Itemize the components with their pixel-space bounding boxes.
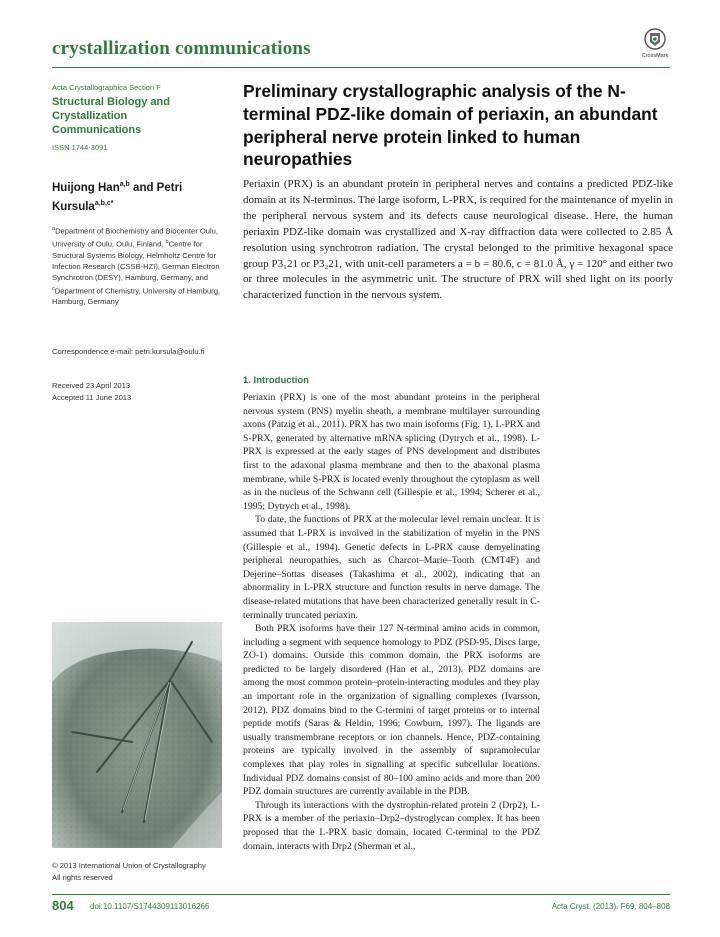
author-list xyxy=(52,177,212,215)
page-number: 804 xyxy=(52,898,74,913)
article-dates xyxy=(52,380,131,405)
footer-rule xyxy=(52,894,670,895)
rights-line: All rights reserved xyxy=(52,873,113,882)
acta-section-label: Acta Crystallographica Section F xyxy=(52,83,161,92)
crossmark-label: CrossMark xyxy=(641,53,669,59)
header-rule xyxy=(52,67,670,68)
affiliations xyxy=(52,224,227,308)
issn: ISSN 1744-3091 xyxy=(52,143,108,152)
journal-title: Structural Biology and Crystallization Communications xyxy=(52,96,170,136)
abstract: Periaxin (PRX) is an abundant protein in peripheral nerves and contains a predicted PDZ-like domain at its N-terminus. The large isoform, L-PRX, is required for the maintenance of myelin in the peripheral nervous system and its defects cause neurological disease. Here, the human periaxin PDZ-like domain was crystallized and X-ray diffraction data were collected to 2.85 Å resolution using synchrotron radiation. The crystal belonged to the primitive hexagonal space group P3₁21 or P3₂21, with unit-cell parameters a = b = 80.6, c = 81.0 Å, γ = 120° and either two or three molecules in the asymmetric unit. The structure of PRX will shed light on its poorly characterized function in the nervous system. xyxy=(243,178,673,302)
received-date: Received 23 April 2013 xyxy=(52,381,131,390)
affiliation-text: Centre for Structural Systems Biology, Helmholtz Centre for Infection Research (CSSB-HZI), German Electron Synchrotron (DESY), Hamburg, Germany, and xyxy=(52,239,220,283)
section-heading-introduction: 1. Introduction xyxy=(243,375,309,386)
affiliation-mark: b xyxy=(165,238,169,245)
paragraph: To date, the functions of PRX at the molecular level remain unclear. It is assumed that L-PRX is involved in the stabilization of myelin in the PNS (Gillespie et al., 1994). Genetic defects in L-PRX cause demyelinating peripheral neuropathies, such as Charcot–Marie–Tooth (CMT4F) and Dejerine–Sottas diseases (Takashima et al., 2002), indicating that an abnormality in L-PRX structure and function results in nerve damage. The disease-related mutations that have been characterized generally result in C-terminally truncated periaxin. xyxy=(243,514,540,621)
affiliation-text: Department of Biochemistry and Biocenter Oulu, University of Oulu, Oulu, Finland, xyxy=(52,226,218,249)
crystal-image xyxy=(52,622,222,848)
paragraph: Periaxin (PRX) is one of the most abundant proteins in the peripheral nervous system (PNS) myelin sheath, a membrane multilayer surrounding axons (Patzig et al., 2011). PRX has two main isoforms (Fig. 1), L-PRX and S-PRX, generated by alternative mRNA splicing (Dytrych et al., 1998). L-PRX is expressed at the early stages of PNS development and distributes first to the adaxonal plasma membrane and then to the abaxonal plasma membrane, while S-PRX is located evenly throughout the cytoplasm as well as in the nucleus of the Schwann cell (Gillespie et al., 1994; Scherer et al., 1995; Dytrych et al., 1998). xyxy=(243,392,540,512)
affiliation-text: Department of Chemistry, University of Hamburg, Hamburg, Germany xyxy=(52,286,221,307)
copyright-line: © 2013 International Union of Crystallography xyxy=(52,861,206,870)
author-name: Huijong Han xyxy=(52,181,120,194)
copyright-notice xyxy=(52,860,232,884)
author-affiliation-mark: a,b,c* xyxy=(94,199,114,207)
crossmark-icon xyxy=(644,28,666,52)
paragraph: Through its interactions with the dystrophin-related protein 2 (Drp2), L-PRX is a member of the periaxin–Drp2–dystroglycan complex. It has been proposed that the L-PRX basic domain, located C-terminal to the PDZ domain, interacts with Drp2 (Sherman et al., xyxy=(243,799,540,852)
author-name: and Petri Kursula xyxy=(52,181,183,213)
paragraph: Both PRX isoforms have their 127 N-terminal amino acids in common, including a segment with sequence homology to PDZ (PSD-95, Discs large, ZO-1) domains. Outside this common domain, the PRX isoforms are predicted to be largely disordered (Han et al., 2013). PDZ domains are among the most common protein–protein-interacting modules and they play an important role in the organization of signalling complexes (Ivarsson, 2012). PDZ domains bind to the C-termini of target proteins or to internal peptide motifs (Saras & Heldin, 1996; Cowburn, 1997). The ligands are usually transmembrane receptors or ion channels. Hence, PDZ-containing proteins are typically involved in the assembly of supramolecular complexes that play roles in signalling at specific subcellular locations. Individual PDZ domains consist of 80–100 amino acids and more than 200 PDZ domain structures are currently available in the PDB. xyxy=(243,623,540,798)
journal-section-header: crystallization communications xyxy=(52,38,311,59)
correspondence-email[interactable]: Correspondence e-mail: petri.kursula@oulu.fi xyxy=(52,347,205,356)
accepted-date: Accepted 11 June 2013 xyxy=(52,393,132,403)
crossmark-badge[interactable] xyxy=(641,28,669,59)
author-affiliation-mark: a,b xyxy=(119,181,130,188)
affiliation-mark: c xyxy=(52,285,55,292)
journal-citation: Acta Cryst. (2013). F69, 804–808 xyxy=(551,902,670,911)
article-title: Preliminary crystallographic analysis of the N-terminal PDZ-like domain of periaxin, an abundant peripheral nerve protein linked to human neuropathies xyxy=(243,81,658,170)
introduction-body xyxy=(243,391,540,853)
crystal-photo xyxy=(52,622,222,848)
affiliation-mark: a xyxy=(52,226,56,232)
doi-link[interactable]: doi:10.1107/S1744309113016266 xyxy=(90,902,210,911)
